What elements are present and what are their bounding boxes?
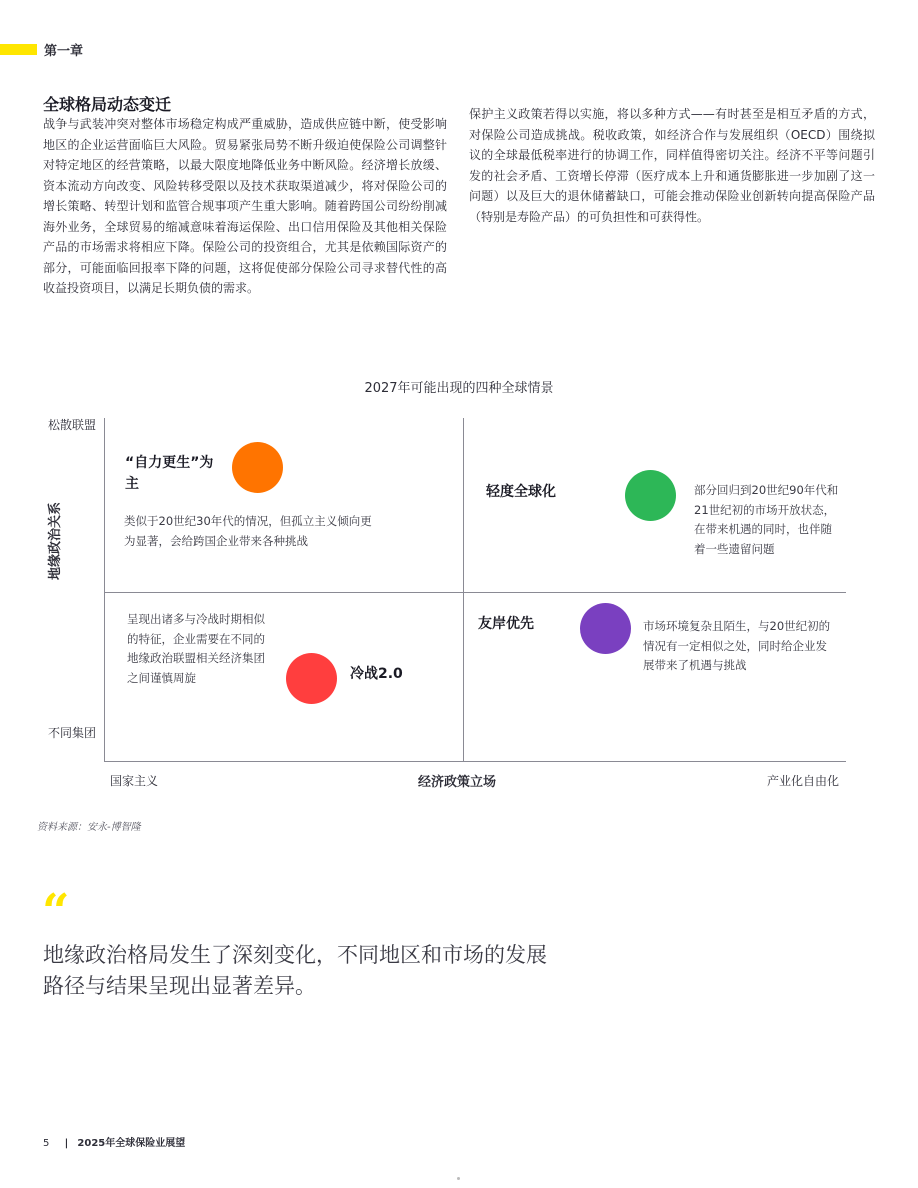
y-axis-bottom-label: 不同集团 xyxy=(48,726,97,740)
x-axis-title: 经济政策立场 xyxy=(418,775,497,790)
quote-mark-icon: “ xyxy=(42,884,70,940)
page-footer xyxy=(43,1134,185,1149)
body-text-left: 战争与武装冲突对整体市场稳定构成严重威胁，造成供应链中断，使受影响地区的企业运营面临巨大风险。贸易紧张局势不断升级迫使保险公司调整针对特定地区的经营策略，以最大限度地降低业务中断风险。经济增长放缓、资本流动方向改变、风险转移受限以及技术获取渠道减少，将对保险公司的增长策略、转型计划和监管合规事项产生重大影响。随着跨国公司纷纷削减海外业务，全球贸易的缩减意味着海运保险、出口信用保险及其他相关保险产品的市场需求将相应下降。保险公司的投资组合，尤其是依赖国际资产的部分，可能面临回报率下降的问题，这将促使部分保险公司寻求替代性的高收益投资项目，以满足长期负债的需求。 xyxy=(43,117,447,295)
quadrant-bottom-left-title: 冷战2.0 xyxy=(350,666,403,682)
chapter-marker-bar xyxy=(0,44,37,55)
publication-title: 2025年全球保险业展望 xyxy=(77,1138,186,1149)
body-text-right: 保护主义政策若得以实施，将以多种方式——有时甚至是相互矛盾的方式，对保险公司造成挑战。税收政策，如经济合作与发展组织（OECD）围绕拟议的全球最低税率进行的协调工作，同样值得密切关注。经济不平等问题引发的社会矛盾、工资增长停滞（医疗成本上升和通货膨胀进一步加剧了这一问题）以及巨大的退休储蓄缺口，可能会推动保险业创新转向提高保险产品（特别是寿险产品）的可负担性和可获得性。 xyxy=(469,107,875,224)
quadrant-top-right-title: 轻度全球化 xyxy=(486,484,556,500)
quadrant-top-right-description: 部分回归到20世纪90年代和21世纪初的市场开放状态，在带来机遇的同时，也伴随着一些遗留问题 xyxy=(694,483,839,556)
y-axis-title: 地缘政治关系 xyxy=(48,501,63,580)
pull-quote: 地缘政治格局发生了深刻变化，不同地区和市场的发展路径与结果呈现出显著差异。 xyxy=(43,943,547,998)
quadrant-top-left-dot xyxy=(232,442,283,493)
quadrant-top-right-dot xyxy=(625,470,676,521)
section-title: 全球格局动态变迁 xyxy=(43,95,172,114)
quadrant-bottom-left-description: 呈现出诸多与冷战时期相似的特征，企业需要在不同的地缘政治联盟相关经济集团之间谨慎周旋 xyxy=(127,612,265,685)
quadrant-bottom-right-title: 友岸优先 xyxy=(478,616,534,632)
vertical-divider xyxy=(463,418,464,761)
horizontal-divider xyxy=(104,592,846,593)
page-dot xyxy=(457,1177,460,1180)
y-axis-line xyxy=(104,418,105,762)
y-axis-top-label: 松散联盟 xyxy=(48,418,97,432)
chart-source: 资料来源：安永-博智隆 xyxy=(37,822,141,833)
x-axis-right-label: 产业化自由化 xyxy=(767,774,840,788)
chart-title: 2027年可能出现的四种全球情景 xyxy=(364,381,554,396)
footer-separator: | xyxy=(64,1138,69,1149)
quadrant-bottom-right-description: 市场环境复杂且陌生，与20世纪初的情况有一定相似之处，同时给企业发展带来了机遇与挑战 xyxy=(643,619,831,672)
quadrant-top-left-title: “自力更生”为主 xyxy=(125,455,214,492)
quadrant-bottom-right-dot xyxy=(580,603,631,654)
x-axis-left-label: 国家主义 xyxy=(110,774,159,788)
quadrant-top-left-description: 类似于20世纪30年代的情况，但孤立主义倾向更为显著，会给跨国企业带来各种挑战 xyxy=(124,514,372,548)
x-axis-line xyxy=(104,761,846,762)
chapter-label: 第一章 xyxy=(44,44,84,59)
quadrant-bottom-left-dot xyxy=(286,653,337,704)
page-number: 5 xyxy=(43,1138,50,1149)
